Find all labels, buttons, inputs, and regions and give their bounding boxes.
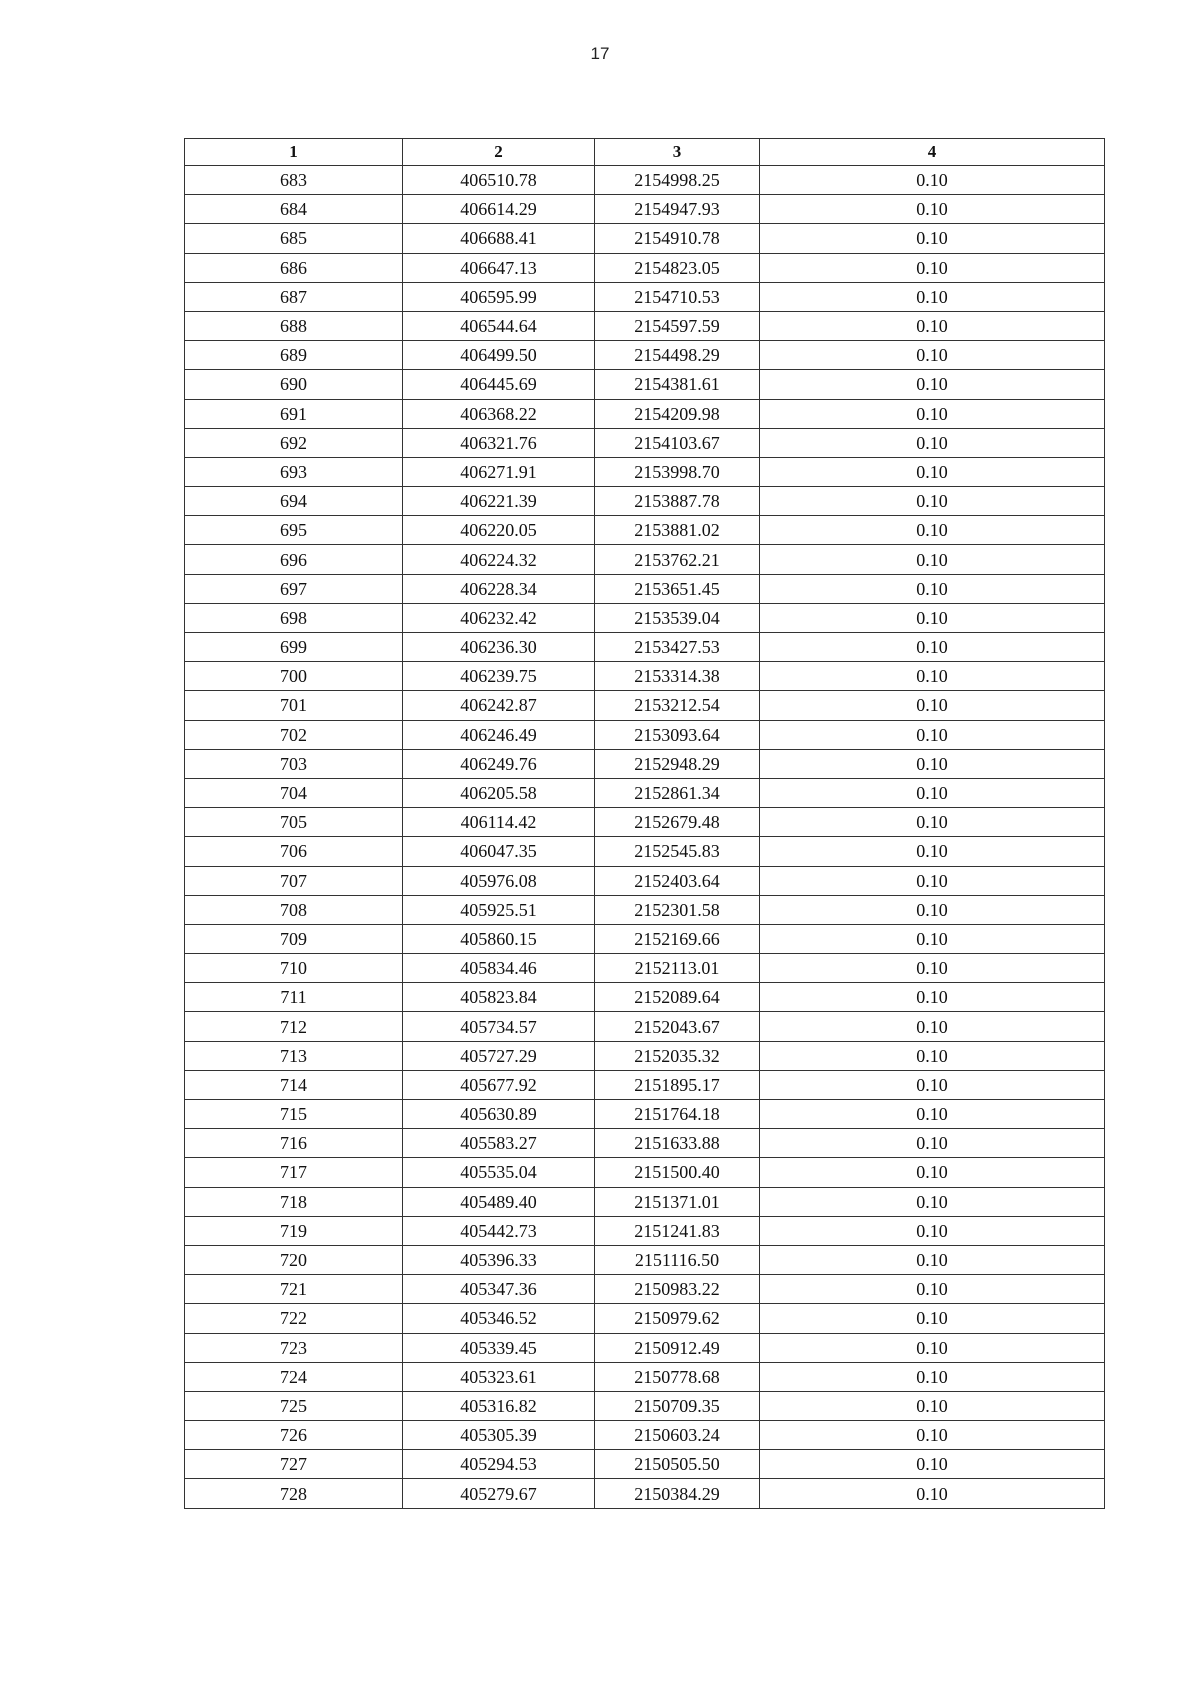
point-number-cell: 706 bbox=[185, 837, 403, 866]
accuracy-cell: 0.10 bbox=[760, 924, 1105, 953]
y-coordinate-cell: 2154710.53 bbox=[595, 282, 760, 311]
point-number-cell: 686 bbox=[185, 253, 403, 282]
x-coordinate-cell: 406510.78 bbox=[403, 166, 595, 195]
table-row bbox=[185, 428, 1105, 457]
table-row bbox=[185, 224, 1105, 253]
table-row bbox=[185, 1391, 1105, 1420]
y-coordinate-cell: 2153651.45 bbox=[595, 574, 760, 603]
y-coordinate-cell: 2152948.29 bbox=[595, 749, 760, 778]
x-coordinate-cell: 406221.39 bbox=[403, 487, 595, 516]
table-row bbox=[185, 749, 1105, 778]
accuracy-cell: 0.10 bbox=[760, 399, 1105, 428]
y-coordinate-cell: 2150979.62 bbox=[595, 1304, 760, 1333]
point-number-cell: 719 bbox=[185, 1216, 403, 1245]
x-coordinate-cell: 406544.64 bbox=[403, 311, 595, 340]
accuracy-cell: 0.10 bbox=[760, 341, 1105, 370]
y-coordinate-cell: 2152169.66 bbox=[595, 924, 760, 953]
accuracy-cell: 0.10 bbox=[760, 895, 1105, 924]
y-coordinate-cell: 2153887.78 bbox=[595, 487, 760, 516]
accuracy-cell: 0.10 bbox=[760, 1391, 1105, 1420]
point-number-cell: 688 bbox=[185, 311, 403, 340]
point-number-cell: 715 bbox=[185, 1100, 403, 1129]
table-row bbox=[185, 574, 1105, 603]
point-number-cell: 684 bbox=[185, 195, 403, 224]
accuracy-cell: 0.10 bbox=[760, 1275, 1105, 1304]
y-coordinate-cell: 2150603.24 bbox=[595, 1421, 760, 1450]
accuracy-cell: 0.10 bbox=[760, 1245, 1105, 1274]
table-row bbox=[185, 1333, 1105, 1362]
table-row bbox=[185, 516, 1105, 545]
x-coordinate-cell: 405346.52 bbox=[403, 1304, 595, 1333]
point-number-cell: 697 bbox=[185, 574, 403, 603]
point-number-cell: 695 bbox=[185, 516, 403, 545]
table-row bbox=[185, 282, 1105, 311]
y-coordinate-cell: 2152403.64 bbox=[595, 866, 760, 895]
header-row bbox=[185, 139, 1105, 166]
x-coordinate-cell: 406246.49 bbox=[403, 720, 595, 749]
table-row bbox=[185, 1304, 1105, 1333]
x-coordinate-cell: 405489.40 bbox=[403, 1187, 595, 1216]
x-coordinate-cell: 405727.29 bbox=[403, 1041, 595, 1070]
x-coordinate-cell: 405630.89 bbox=[403, 1100, 595, 1129]
y-coordinate-cell: 2153539.04 bbox=[595, 603, 760, 632]
table-row bbox=[185, 808, 1105, 837]
y-coordinate-cell: 2151116.50 bbox=[595, 1245, 760, 1274]
table-row bbox=[185, 1158, 1105, 1187]
accuracy-cell: 0.10 bbox=[760, 749, 1105, 778]
point-number-cell: 696 bbox=[185, 545, 403, 574]
y-coordinate-cell: 2152113.01 bbox=[595, 954, 760, 983]
y-coordinate-cell: 2153093.64 bbox=[595, 720, 760, 749]
column-header-2: 2 bbox=[403, 139, 595, 166]
y-coordinate-cell: 2150384.29 bbox=[595, 1479, 760, 1508]
x-coordinate-cell: 406236.30 bbox=[403, 633, 595, 662]
table-row bbox=[185, 166, 1105, 195]
x-coordinate-cell: 406647.13 bbox=[403, 253, 595, 282]
table-header bbox=[185, 139, 1105, 166]
accuracy-cell: 0.10 bbox=[760, 1421, 1105, 1450]
y-coordinate-cell: 2151764.18 bbox=[595, 1100, 760, 1129]
table-row bbox=[185, 866, 1105, 895]
point-number-cell: 712 bbox=[185, 1012, 403, 1041]
coordinates-table bbox=[184, 138, 1105, 1509]
point-number-cell: 721 bbox=[185, 1275, 403, 1304]
point-number-cell: 694 bbox=[185, 487, 403, 516]
y-coordinate-cell: 2151241.83 bbox=[595, 1216, 760, 1245]
y-coordinate-cell: 2152043.67 bbox=[595, 1012, 760, 1041]
x-coordinate-cell: 406499.50 bbox=[403, 341, 595, 370]
y-coordinate-cell: 2152301.58 bbox=[595, 895, 760, 924]
point-number-cell: 699 bbox=[185, 633, 403, 662]
accuracy-cell: 0.10 bbox=[760, 983, 1105, 1012]
y-coordinate-cell: 2153998.70 bbox=[595, 457, 760, 486]
x-coordinate-cell: 405339.45 bbox=[403, 1333, 595, 1362]
table-row bbox=[185, 487, 1105, 516]
point-number-cell: 717 bbox=[185, 1158, 403, 1187]
table-row bbox=[185, 545, 1105, 574]
accuracy-cell: 0.10 bbox=[760, 574, 1105, 603]
y-coordinate-cell: 2154498.29 bbox=[595, 341, 760, 370]
y-coordinate-cell: 2154823.05 bbox=[595, 253, 760, 282]
point-number-cell: 710 bbox=[185, 954, 403, 983]
point-number-cell: 687 bbox=[185, 282, 403, 311]
column-header-1: 1 bbox=[185, 139, 403, 166]
point-number-cell: 702 bbox=[185, 720, 403, 749]
table-row bbox=[185, 837, 1105, 866]
point-number-cell: 691 bbox=[185, 399, 403, 428]
point-number-cell: 704 bbox=[185, 778, 403, 807]
table-row bbox=[185, 924, 1105, 953]
y-coordinate-cell: 2154998.25 bbox=[595, 166, 760, 195]
table-row bbox=[185, 895, 1105, 924]
accuracy-cell: 0.10 bbox=[760, 866, 1105, 895]
x-coordinate-cell: 405976.08 bbox=[403, 866, 595, 895]
table-row bbox=[185, 983, 1105, 1012]
table-row bbox=[185, 633, 1105, 662]
x-coordinate-cell: 406321.76 bbox=[403, 428, 595, 457]
x-coordinate-cell: 406232.42 bbox=[403, 603, 595, 632]
y-coordinate-cell: 2154910.78 bbox=[595, 224, 760, 253]
x-coordinate-cell: 406242.87 bbox=[403, 691, 595, 720]
accuracy-cell: 0.10 bbox=[760, 253, 1105, 282]
accuracy-cell: 0.10 bbox=[760, 1070, 1105, 1099]
point-number-cell: 720 bbox=[185, 1245, 403, 1274]
table-row bbox=[185, 778, 1105, 807]
x-coordinate-cell: 406595.99 bbox=[403, 282, 595, 311]
y-coordinate-cell: 2154597.59 bbox=[595, 311, 760, 340]
table-body bbox=[185, 166, 1105, 1509]
accuracy-cell: 0.10 bbox=[760, 633, 1105, 662]
x-coordinate-cell: 405834.46 bbox=[403, 954, 595, 983]
x-coordinate-cell: 406445.69 bbox=[403, 370, 595, 399]
accuracy-cell: 0.10 bbox=[760, 808, 1105, 837]
accuracy-cell: 0.10 bbox=[760, 1304, 1105, 1333]
accuracy-cell: 0.10 bbox=[760, 370, 1105, 399]
accuracy-cell: 0.10 bbox=[760, 1100, 1105, 1129]
y-coordinate-cell: 2153314.38 bbox=[595, 662, 760, 691]
table-row bbox=[185, 1070, 1105, 1099]
point-number-cell: 724 bbox=[185, 1362, 403, 1391]
y-coordinate-cell: 2150778.68 bbox=[595, 1362, 760, 1391]
accuracy-cell: 0.10 bbox=[760, 1129, 1105, 1158]
point-number-cell: 690 bbox=[185, 370, 403, 399]
table-row bbox=[185, 662, 1105, 691]
table-row bbox=[185, 1362, 1105, 1391]
x-coordinate-cell: 406368.22 bbox=[403, 399, 595, 428]
accuracy-cell: 0.10 bbox=[760, 662, 1105, 691]
point-number-cell: 683 bbox=[185, 166, 403, 195]
x-coordinate-cell: 405305.39 bbox=[403, 1421, 595, 1450]
table-row bbox=[185, 1187, 1105, 1216]
x-coordinate-cell: 405925.51 bbox=[403, 895, 595, 924]
x-coordinate-cell: 406228.34 bbox=[403, 574, 595, 603]
x-coordinate-cell: 406614.29 bbox=[403, 195, 595, 224]
accuracy-cell: 0.10 bbox=[760, 224, 1105, 253]
y-coordinate-cell: 2153762.21 bbox=[595, 545, 760, 574]
point-number-cell: 728 bbox=[185, 1479, 403, 1508]
table-row bbox=[185, 311, 1105, 340]
table-row bbox=[185, 370, 1105, 399]
table-row bbox=[185, 1100, 1105, 1129]
point-number-cell: 713 bbox=[185, 1041, 403, 1070]
table-row bbox=[185, 1450, 1105, 1479]
table-row bbox=[185, 341, 1105, 370]
point-number-cell: 693 bbox=[185, 457, 403, 486]
y-coordinate-cell: 2154209.98 bbox=[595, 399, 760, 428]
y-coordinate-cell: 2154103.67 bbox=[595, 428, 760, 457]
accuracy-cell: 0.10 bbox=[760, 166, 1105, 195]
table-row bbox=[185, 1041, 1105, 1070]
accuracy-cell: 0.10 bbox=[760, 954, 1105, 983]
table-row bbox=[185, 603, 1105, 632]
y-coordinate-cell: 2150983.22 bbox=[595, 1275, 760, 1304]
accuracy-cell: 0.10 bbox=[760, 837, 1105, 866]
table-row bbox=[185, 691, 1105, 720]
x-coordinate-cell: 406114.42 bbox=[403, 808, 595, 837]
point-number-cell: 723 bbox=[185, 1333, 403, 1362]
table-row bbox=[185, 1216, 1105, 1245]
x-coordinate-cell: 405734.57 bbox=[403, 1012, 595, 1041]
table-row bbox=[185, 457, 1105, 486]
y-coordinate-cell: 2152089.64 bbox=[595, 983, 760, 1012]
accuracy-cell: 0.10 bbox=[760, 1333, 1105, 1362]
accuracy-cell: 0.10 bbox=[760, 1362, 1105, 1391]
y-coordinate-cell: 2152861.34 bbox=[595, 778, 760, 807]
point-number-cell: 701 bbox=[185, 691, 403, 720]
point-number-cell: 709 bbox=[185, 924, 403, 953]
y-coordinate-cell: 2153212.54 bbox=[595, 691, 760, 720]
accuracy-cell: 0.10 bbox=[760, 1187, 1105, 1216]
column-header-3: 3 bbox=[595, 139, 760, 166]
x-coordinate-cell: 405323.61 bbox=[403, 1362, 595, 1391]
y-coordinate-cell: 2154381.61 bbox=[595, 370, 760, 399]
x-coordinate-cell: 406249.76 bbox=[403, 749, 595, 778]
y-coordinate-cell: 2153427.53 bbox=[595, 633, 760, 662]
table-row bbox=[185, 1275, 1105, 1304]
x-coordinate-cell: 405860.15 bbox=[403, 924, 595, 953]
x-coordinate-cell: 406239.75 bbox=[403, 662, 595, 691]
accuracy-cell: 0.10 bbox=[760, 457, 1105, 486]
accuracy-cell: 0.10 bbox=[760, 545, 1105, 574]
point-number-cell: 708 bbox=[185, 895, 403, 924]
point-number-cell: 685 bbox=[185, 224, 403, 253]
accuracy-cell: 0.10 bbox=[760, 720, 1105, 749]
x-coordinate-cell: 405294.53 bbox=[403, 1450, 595, 1479]
table-row bbox=[185, 1129, 1105, 1158]
x-coordinate-cell: 406205.58 bbox=[403, 778, 595, 807]
point-number-cell: 727 bbox=[185, 1450, 403, 1479]
column-header-4: 4 bbox=[760, 139, 1105, 166]
point-number-cell: 698 bbox=[185, 603, 403, 632]
point-number-cell: 692 bbox=[185, 428, 403, 457]
y-coordinate-cell: 2152035.32 bbox=[595, 1041, 760, 1070]
y-coordinate-cell: 2153881.02 bbox=[595, 516, 760, 545]
table-row bbox=[185, 399, 1105, 428]
table-row bbox=[185, 1012, 1105, 1041]
table-row bbox=[185, 1245, 1105, 1274]
accuracy-cell: 0.10 bbox=[760, 1479, 1105, 1508]
y-coordinate-cell: 2152679.48 bbox=[595, 808, 760, 837]
accuracy-cell: 0.10 bbox=[760, 778, 1105, 807]
accuracy-cell: 0.10 bbox=[760, 516, 1105, 545]
x-coordinate-cell: 405396.33 bbox=[403, 1245, 595, 1274]
x-coordinate-cell: 406271.91 bbox=[403, 457, 595, 486]
y-coordinate-cell: 2151895.17 bbox=[595, 1070, 760, 1099]
point-number-cell: 707 bbox=[185, 866, 403, 895]
x-coordinate-cell: 406224.32 bbox=[403, 545, 595, 574]
x-coordinate-cell: 405535.04 bbox=[403, 1158, 595, 1187]
y-coordinate-cell: 2151371.01 bbox=[595, 1187, 760, 1216]
point-number-cell: 716 bbox=[185, 1129, 403, 1158]
point-number-cell: 705 bbox=[185, 808, 403, 837]
point-number-cell: 711 bbox=[185, 983, 403, 1012]
accuracy-cell: 0.10 bbox=[760, 195, 1105, 224]
y-coordinate-cell: 2151633.88 bbox=[595, 1129, 760, 1158]
x-coordinate-cell: 405347.36 bbox=[403, 1275, 595, 1304]
accuracy-cell: 0.10 bbox=[760, 1216, 1105, 1245]
x-coordinate-cell: 406047.35 bbox=[403, 837, 595, 866]
point-number-cell: 700 bbox=[185, 662, 403, 691]
accuracy-cell: 0.10 bbox=[760, 691, 1105, 720]
point-number-cell: 718 bbox=[185, 1187, 403, 1216]
point-number-cell: 714 bbox=[185, 1070, 403, 1099]
table-row bbox=[185, 1421, 1105, 1450]
x-coordinate-cell: 405823.84 bbox=[403, 983, 595, 1012]
point-number-cell: 726 bbox=[185, 1421, 403, 1450]
x-coordinate-cell: 405583.27 bbox=[403, 1129, 595, 1158]
point-number-cell: 722 bbox=[185, 1304, 403, 1333]
y-coordinate-cell: 2151500.40 bbox=[595, 1158, 760, 1187]
table-row bbox=[185, 720, 1105, 749]
table-row bbox=[185, 954, 1105, 983]
x-coordinate-cell: 406220.05 bbox=[403, 516, 595, 545]
accuracy-cell: 0.10 bbox=[760, 1012, 1105, 1041]
y-coordinate-cell: 2150912.49 bbox=[595, 1333, 760, 1362]
x-coordinate-cell: 405442.73 bbox=[403, 1216, 595, 1245]
y-coordinate-cell: 2150709.35 bbox=[595, 1391, 760, 1420]
x-coordinate-cell: 405677.92 bbox=[403, 1070, 595, 1099]
table-row bbox=[185, 195, 1105, 224]
x-coordinate-cell: 406688.41 bbox=[403, 224, 595, 253]
table-row bbox=[185, 253, 1105, 282]
y-coordinate-cell: 2152545.83 bbox=[595, 837, 760, 866]
point-number-cell: 725 bbox=[185, 1391, 403, 1420]
accuracy-cell: 0.10 bbox=[760, 1158, 1105, 1187]
table-row bbox=[185, 1479, 1105, 1508]
y-coordinate-cell: 2150505.50 bbox=[595, 1450, 760, 1479]
accuracy-cell: 0.10 bbox=[760, 1041, 1105, 1070]
y-coordinate-cell: 2154947.93 bbox=[595, 195, 760, 224]
accuracy-cell: 0.10 bbox=[760, 311, 1105, 340]
accuracy-cell: 0.10 bbox=[760, 1450, 1105, 1479]
accuracy-cell: 0.10 bbox=[760, 282, 1105, 311]
point-number-cell: 703 bbox=[185, 749, 403, 778]
point-number-cell: 689 bbox=[185, 341, 403, 370]
x-coordinate-cell: 405316.82 bbox=[403, 1391, 595, 1420]
x-coordinate-cell: 405279.67 bbox=[403, 1479, 595, 1508]
accuracy-cell: 0.10 bbox=[760, 428, 1105, 457]
page-number: 17 bbox=[590, 44, 610, 63]
accuracy-cell: 0.10 bbox=[760, 487, 1105, 516]
accuracy-cell: 0.10 bbox=[760, 603, 1105, 632]
